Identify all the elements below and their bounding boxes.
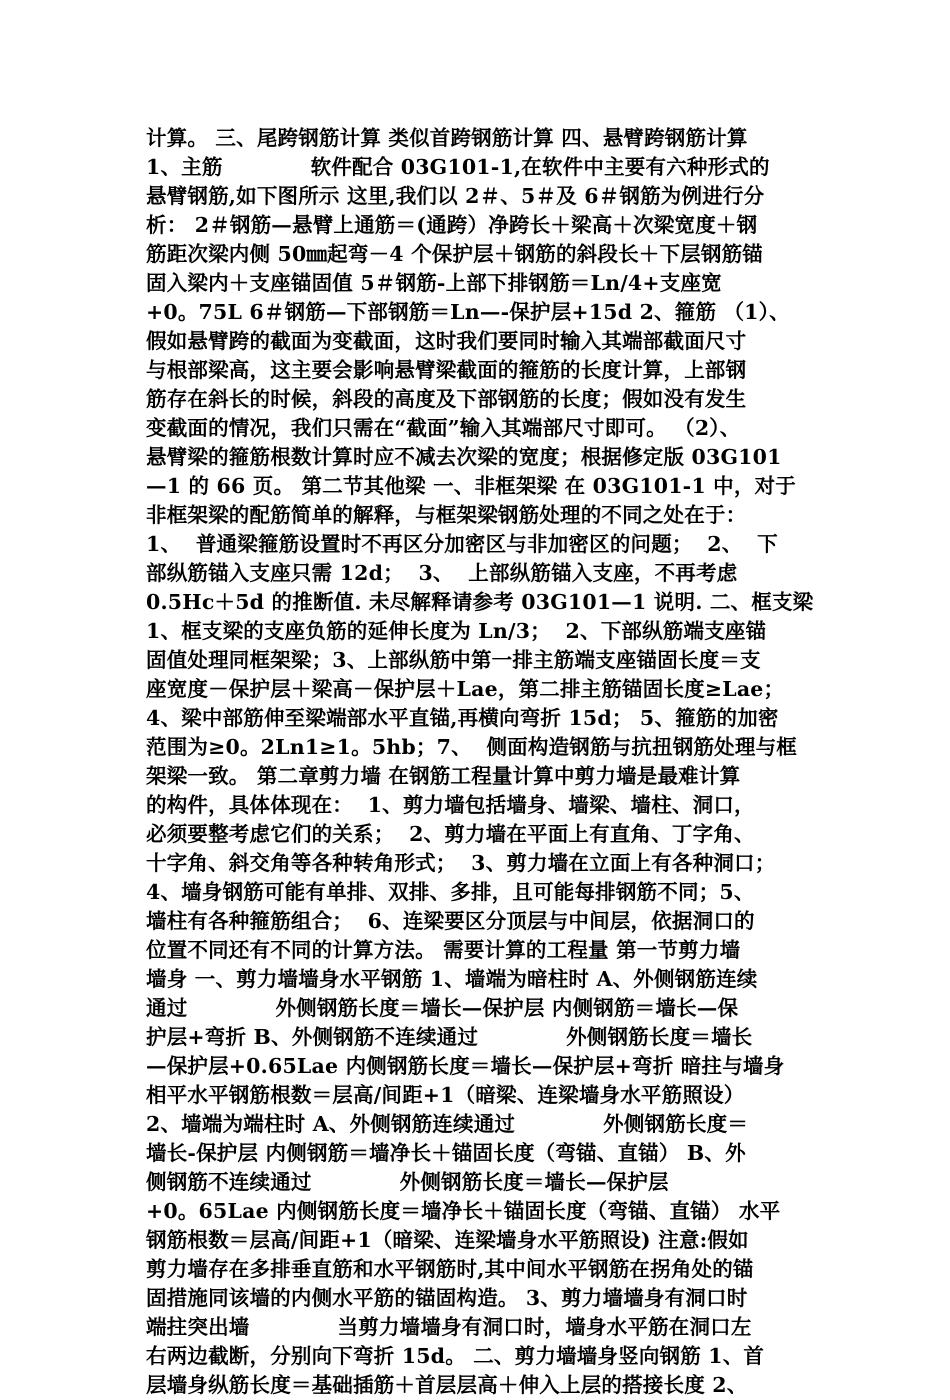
text-line: 1、框支梁的支座负筋的延伸长度为 Ln/3； 2、下部纵筋端支座锚 bbox=[146, 619, 767, 643]
text-line: 位置不同还有不同的计算方法。 需要计算的工程量 第一节剪力墙 bbox=[146, 938, 741, 962]
text-line: 1、主筋 软件配合 03G101-1,在软件中主要有六种形式的 bbox=[146, 155, 770, 179]
text-line: 通过 外侧钢筋长度＝墙长—保护层 内侧钢筋＝墙长—保 bbox=[146, 996, 739, 1020]
text-line: 侧钢筋不连续通过 外侧钢筋长度＝墙长—保护层 bbox=[146, 1170, 669, 1194]
text-line: 0.5Hc＋5d 的推断值. 未尽解释请参考 03G101—1 说明. 二、框支梁 bbox=[146, 590, 814, 614]
text-line: 固值处理同框架梁；3、上部纵筋中第一排主筋端支座锚固长度＝支 bbox=[146, 648, 761, 672]
text-line: 2、墙端为端柱时 A、外侧钢筋连续通过 外侧钢筋长度＝ bbox=[146, 1112, 749, 1136]
text-line: 筋距次梁内侧 50㎜起弯－4 个保护层＋钢筋的斜段长＋下层钢筋锚 bbox=[146, 242, 763, 266]
text-line: 析： 2＃钢筋—悬臂上通筋＝(通跨）净跨长＋梁高＋次梁宽度＋钢 bbox=[146, 213, 758, 237]
text-line: 1、 普通梁箍筋设置时不再区分加密区与非加密区的问题； 2、 下 bbox=[146, 532, 778, 556]
text-line: 范围为≥0。2Ln1≥1。5hb；7、 侧面构造钢筋与抗扭钢筋处理与框 bbox=[146, 735, 797, 759]
text-line: 筋存在斜长的时候，斜段的高度及下部钢筋的长度；假如没有发生 bbox=[146, 387, 747, 411]
text-line: 悬臂梁的箍筋根数计算时应不减去次梁的宽度；根据修定版 03G101 bbox=[146, 445, 782, 469]
text-line: +0。65Lae 内侧钢筋长度＝墙净长＋锚固长度（弯锚、直锚） 水平 bbox=[146, 1199, 781, 1223]
text-line: +0。75L 6＃钢筋—下部钢筋＝Ln—-保护层+15d 2、箍筋 （1）、 bbox=[146, 300, 790, 324]
text-line: 座宽度－保护层＋梁高－保护层＋Lae，第二排主筋锚固长度≥Lae； bbox=[146, 677, 785, 701]
text-line: 非框架梁的配筋简单的解释，与框架梁钢筋处理的不同之处在于： bbox=[146, 503, 747, 527]
text-line: 墙身 一、剪力墙墙身水平钢筋 1、墙端为暗柱时 A、外侧钢筋连续 bbox=[146, 967, 758, 991]
text-line: 假如悬臂跨的截面为变截面，这时我们要同时输入其端部截面尺寸 bbox=[146, 329, 747, 353]
text-line: 架梁一致。 第二章剪力墙 在钢筋工程量计算中剪力墙是最难计算 bbox=[146, 764, 741, 788]
text-line: 计算。 三、尾跨钢筋计算 类似首跨钢筋计算 四、悬臂跨钢筋计算 bbox=[146, 126, 748, 150]
text-line: 必须要整考虑它们的关系； 2、剪力墙在平面上有直角、丁字角、 bbox=[146, 822, 755, 846]
text-line: —保护层+0.65Lae 内侧钢筋长度＝墙长—保护层+弯折 暗拄与墙身 bbox=[146, 1054, 785, 1078]
text-line: 固入梁内＋支座锚固值 5＃钢筋-上部下排钢筋＝Ln/4+支座宽 bbox=[146, 271, 722, 295]
text-line: 钢筋根数＝层高/间距+1（暗梁、连梁墙身水平筋照设) 注意:假如 bbox=[146, 1228, 749, 1252]
text-line: 护层+弯折 B、外侧钢筋不连续通过 外侧钢筋长度＝墙长 bbox=[146, 1025, 753, 1049]
text-line: 右两边截断，分别向下弯折 15d。 二、剪力墙墙身竖向钢筋 1、首 bbox=[146, 1344, 765, 1368]
text-line: —1 的 66 页。 第二节其他梁 一、非框架梁 在 03G101-1 中，对于 bbox=[146, 474, 796, 498]
text-line: 悬臂钢筋,如下图所示 这里,我们以 2＃、5＃及 6＃钢筋为例进行分 bbox=[146, 184, 765, 208]
text-line: 十字角、斜交角等各种转角形式； 3、剪力墙在立面上有各种洞口； bbox=[146, 851, 776, 875]
text-line: 4、梁中部筋伸至梁端部水平直锚,再横向弯折 15d； 5、箍筋的加密 bbox=[146, 706, 779, 730]
text-line: 剪力墙存在多排垂直筋和水平钢筋时,其中间水平钢筋在拐角处的锚 bbox=[146, 1257, 754, 1281]
text-line: 层墙身纵筋长度＝基础插筋＋首层层高＋伸入上层的搭接长度 2、 bbox=[146, 1373, 748, 1397]
text-line: 墙柱有各种箍筋组合； 6、连梁要区分顶层与中间层，依据洞口的 bbox=[146, 909, 755, 933]
text-line: 部纵筋锚入支座只需 12d； 3、 上部纵筋锚入支座，不再考虑 bbox=[146, 561, 738, 585]
text-line: 的构件，具体体现在： 1、剪力墙包括墙身、墙梁、墙柱、洞口， bbox=[146, 793, 755, 817]
text-line: 固措施同该墙的内侧水平筋的锚固构造。 3、剪力墙墙身有洞口时 bbox=[146, 1286, 748, 1310]
text-line: 相平水平钢筋根数＝层高/间距+1（暗梁、连梁墙身水平筋照设） bbox=[146, 1083, 745, 1107]
text-line: 与根部梁高，这主要会影响悬臂梁截面的箍筋的长度计算，上部钢 bbox=[146, 358, 747, 382]
body-text bbox=[146, 124, 816, 1400]
text-line: 变截面的情况，我们只需在“截面”输入其端部尺寸即可。 （2）、 bbox=[146, 416, 741, 440]
text-line: 4、墙身钢筋可能有单排、双排、多排，且可能每排钢筋不同；5、 bbox=[146, 880, 755, 904]
text-line: 墙长-保护层 内侧钢筋＝墙净长＋锚固长度（弯锚、直锚） B、外 bbox=[146, 1141, 746, 1165]
text-line: 端拄突出墙 当剪力墙墙身有洞口时，墙身水平筋在洞口左 bbox=[146, 1315, 752, 1339]
